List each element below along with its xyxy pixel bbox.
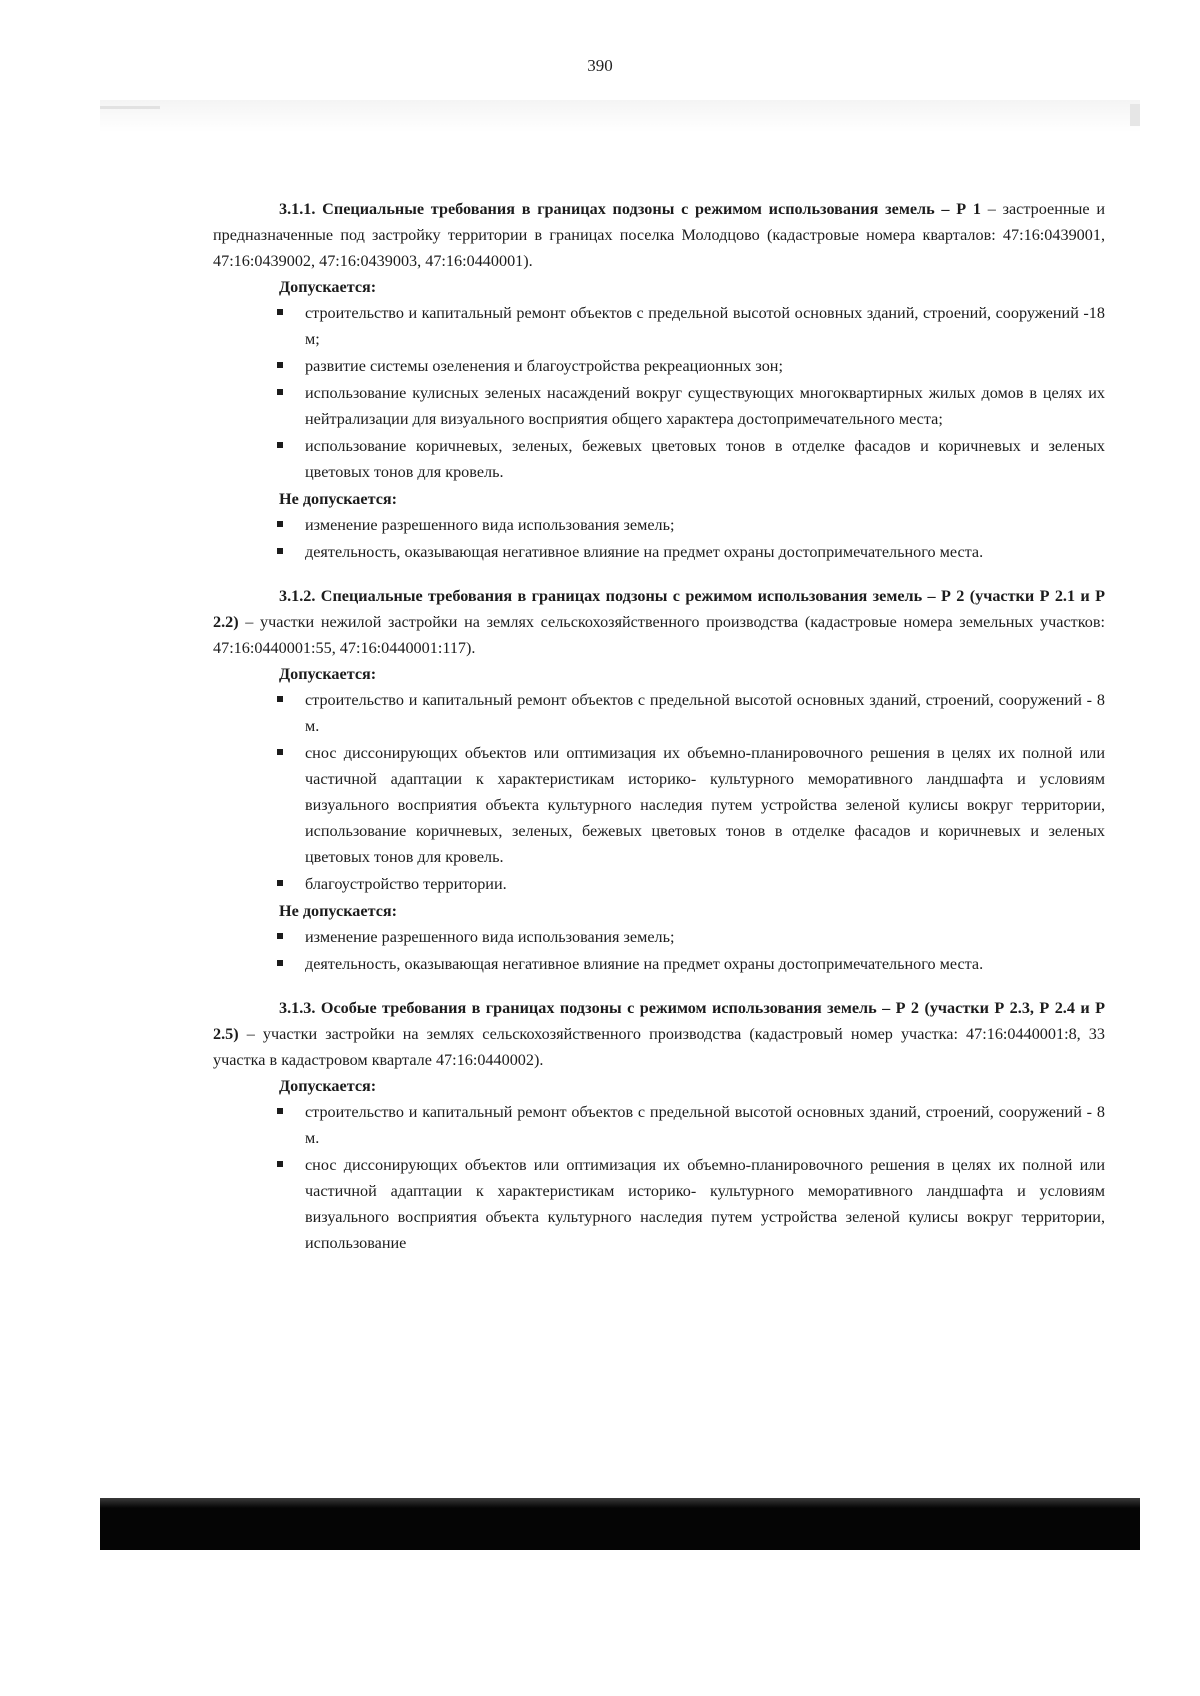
section-description: – застроенные и предназначенные под застройку территории в границах поселка Молодцово (кадастровые номера кварталов: 47:16:0439001, 47:16:0439002, 47:16:0439003, 47:16:0440001).	[213, 200, 1105, 270]
allowed-heading: Допускается:	[279, 665, 377, 683]
section-heading: 3.1.1. Специальные требования в границах подзоны с режимом использования земель – Р 1	[279, 200, 981, 218]
scan-artifact-bottom-bar	[100, 1498, 1140, 1550]
scan-artifact-top	[100, 100, 1140, 132]
allowed-list	[213, 687, 1105, 897]
scan-mark-right	[1130, 104, 1140, 126]
list-item: изменение разрешенного вида использования земель;	[305, 924, 1105, 950]
document-body	[213, 196, 1105, 1274]
list-item: строительство и капитальный ремонт объектов с предельной высотой основных зданий, строений, сооружений -18 м;	[305, 300, 1105, 352]
allowed-list	[213, 1099, 1105, 1256]
section-heading: 3.1.3. Особые требования в границах подзоны с режимом использования земель – Р 2 (участки Р 2.3, Р 2.4 и Р 2.5)	[213, 999, 1105, 1043]
list-item: развитие системы озеленения и благоустройства рекреационных зон;	[305, 353, 1105, 379]
list-item: снос диссонирующих объектов или оптимизация их объемно-планировочного решения в целях их полной или частичной адаптации к характеристикам историко- культурного меморативного ландшафта и условиям визуального восприятия объекта культурного наследия путем устройства зеленой кулисы вокруг территории, использование	[305, 1152, 1105, 1256]
list-item: снос диссонирующих объектов или оптимизация их объемно-планировочного решения в целях их полной или частичной адаптации к характеристикам историко- культурного меморативного ландшафта и условиям визуального восприятия объекта культурного наследия путем устройства зеленой кулисы вокруг территории, использование коричневых, зеленых, бежевых цветовых тонов в отделке фасадов и коричневых и зеленых цветовых тонов для кровель.	[305, 740, 1105, 870]
list-item: строительство и капитальный ремонт объектов с предельной высотой основных зданий, строений, сооружений - 8 м.	[305, 687, 1105, 739]
list-item: строительство и капитальный ремонт объектов с предельной высотой основных зданий, строений, сооружений - 8 м.	[305, 1099, 1105, 1151]
list-item: деятельность, оказывающая негативное влияние на предмет охраны достопримечательного места.	[305, 539, 1105, 565]
forbidden-list	[213, 512, 1105, 565]
list-item: благоустройство территории.	[305, 871, 1105, 897]
scan-bar-edge	[100, 1498, 1140, 1508]
section-heading: 3.1.2. Специальные требования в границах подзоны с режимом использования земель – Р 2 (участки Р 2.1 и Р 2.2)	[213, 587, 1105, 631]
section-3-1-2	[213, 583, 1105, 977]
section-intro	[213, 995, 1105, 1073]
allowed-heading: Допускается:	[279, 278, 377, 296]
section-3-1-1	[213, 196, 1105, 565]
forbidden-heading: Не допускается:	[279, 902, 398, 920]
section-intro	[213, 196, 1105, 274]
list-item: деятельность, оказывающая негативное влияние на предмет охраны достопримечательного места.	[305, 951, 1105, 977]
list-item: изменение разрешенного вида использования земель;	[305, 512, 1105, 538]
forbidden-heading: Не допускается:	[279, 490, 398, 508]
scan-mark-left	[100, 106, 160, 109]
section-description: – участки застройки на землях сельскохозяйственного производства (кадастровый номер участка: 47:16:0440001:8, 33 участка в кадастровом квартале 47:16:0440002).	[213, 1025, 1105, 1069]
allowed-heading: Допускается:	[279, 1077, 377, 1095]
section-intro	[213, 583, 1105, 661]
allowed-list	[213, 300, 1105, 485]
page-number: 390	[587, 56, 613, 75]
list-item: использование коричневых, зеленых, бежевых цветовых тонов в отделке фасадов и коричневых и зеленых цветовых тонов для кровель.	[305, 433, 1105, 485]
list-item: использование кулисных зеленых насаждений вокруг существующих многоквартирных жилых домов в целях их нейтрализации для визуального восприятия общего характера достопримечательного места;	[305, 380, 1105, 432]
section-3-1-3	[213, 995, 1105, 1256]
forbidden-list	[213, 924, 1105, 977]
section-description: – участки нежилой застройки на землях сельскохозяйственного производства (кадастровые номера земельных участков: 47:16:0440001:55, 47:16:0440001:117).	[213, 613, 1105, 657]
